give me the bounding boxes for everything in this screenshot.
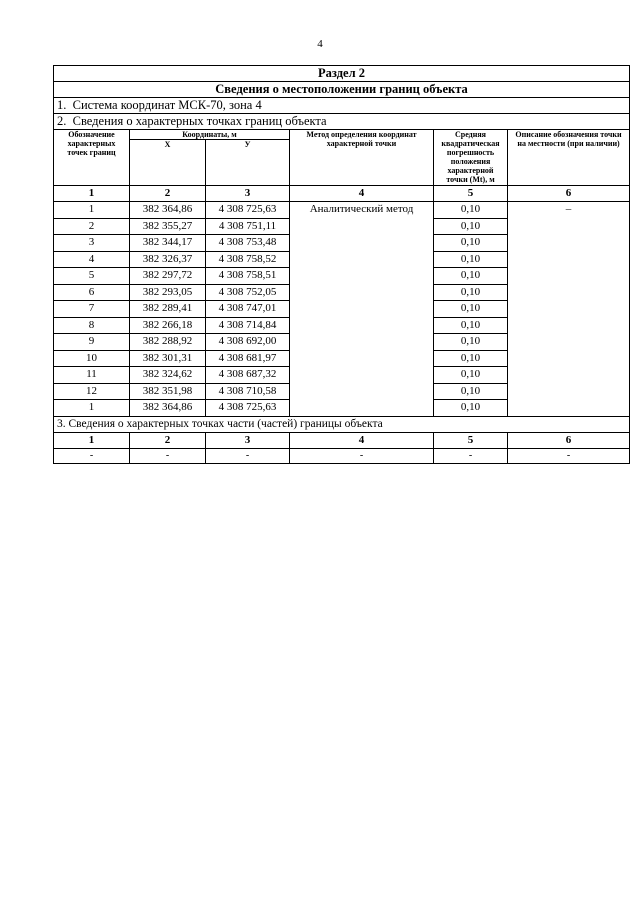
point-y: 4 308 714,84 <box>206 317 290 334</box>
description-cell: – <box>508 202 630 417</box>
header-accuracy: Средняя квадратическая погрешность положения характерной точки (Mt), м <box>434 130 508 186</box>
point-x: 382 326,37 <box>130 251 206 268</box>
point-y: 4 308 687,32 <box>206 367 290 384</box>
boundary-table <box>53 65 630 464</box>
point-x: 382 355,27 <box>130 218 206 235</box>
point-id: 6 <box>54 284 130 301</box>
point-id: 4 <box>54 251 130 268</box>
point-x: 382 351,98 <box>130 383 206 400</box>
point-accuracy: 0,10 <box>434 383 508 400</box>
point-accuracy: 0,10 <box>434 301 508 318</box>
column-number: 5 <box>434 432 508 448</box>
point-accuracy: 0,10 <box>434 218 508 235</box>
point-y: 4 308 725,63 <box>206 202 290 219</box>
point-accuracy: 0,10 <box>434 251 508 268</box>
point-id: 1 <box>54 400 130 417</box>
section-subtitle: Сведения о местоположении границ объекта <box>54 82 630 98</box>
point-id: 8 <box>54 317 130 334</box>
point-accuracy: 0,10 <box>434 400 508 417</box>
point-x: 382 293,05 <box>130 284 206 301</box>
table-row <box>54 202 630 219</box>
empty-cell: - <box>290 448 434 463</box>
header-designation: Обозначение характерных точек границ <box>54 130 130 186</box>
column-number: 3 <box>206 186 290 202</box>
column-number: 4 <box>290 432 434 448</box>
point-id: 5 <box>54 268 130 285</box>
header-method: Метод определения координат характерной точки <box>290 130 434 186</box>
point-accuracy: 0,10 <box>434 202 508 219</box>
point-y: 4 308 681,97 <box>206 350 290 367</box>
list-item-points-info: 2. Сведения о характерных точках границ объекта <box>54 114 630 130</box>
header-y: У <box>206 140 290 186</box>
point-x: 382 297,72 <box>130 268 206 285</box>
point-y: 4 308 752,05 <box>206 284 290 301</box>
point-y: 4 308 725,63 <box>206 400 290 417</box>
point-x: 382 344,17 <box>130 235 206 252</box>
point-id: 2 <box>54 218 130 235</box>
point-y: 4 308 747,01 <box>206 301 290 318</box>
point-accuracy: 0,10 <box>434 284 508 301</box>
column-number: 6 <box>508 432 630 448</box>
point-accuracy: 0,10 <box>434 350 508 367</box>
point-y: 4 308 758,51 <box>206 268 290 285</box>
header-coordinates: Координаты, м <box>130 130 290 140</box>
point-y: 4 308 753,48 <box>206 235 290 252</box>
point-accuracy: 0,10 <box>434 317 508 334</box>
point-y: 4 308 758,52 <box>206 251 290 268</box>
column-number: 3 <box>206 432 290 448</box>
page-number: 4 <box>317 38 323 50</box>
column-number: 2 <box>130 432 206 448</box>
point-accuracy: 0,10 <box>434 367 508 384</box>
empty-cell: - <box>130 448 206 463</box>
point-id: 1 <box>54 202 130 219</box>
method-cell: Аналитический метод <box>290 202 434 417</box>
column-number: 1 <box>54 432 130 448</box>
empty-cell: - <box>54 448 130 463</box>
part3-title: 3. Сведения о характерных точках части (частей) границы объекта <box>54 416 630 432</box>
point-id: 10 <box>54 350 130 367</box>
point-y: 4 308 751,11 <box>206 218 290 235</box>
point-accuracy: 0,10 <box>434 334 508 351</box>
point-x: 382 266,18 <box>130 317 206 334</box>
point-x: 382 364,86 <box>130 400 206 417</box>
column-number: 1 <box>54 186 130 202</box>
point-id: 12 <box>54 383 130 400</box>
column-number: 5 <box>434 186 508 202</box>
point-y: 4 308 710,58 <box>206 383 290 400</box>
point-id: 7 <box>54 301 130 318</box>
header-description: Описание обозначения точки на местности (при наличии) <box>508 130 630 186</box>
point-id: 11 <box>54 367 130 384</box>
section-title: Раздел 2 <box>54 66 630 82</box>
point-x: 382 324,62 <box>130 367 206 384</box>
point-x: 382 364,86 <box>130 202 206 219</box>
point-y: 4 308 692,00 <box>206 334 290 351</box>
point-x: 382 288,92 <box>130 334 206 351</box>
point-accuracy: 0,10 <box>434 235 508 252</box>
column-number: 4 <box>290 186 434 202</box>
empty-cell: - <box>206 448 290 463</box>
point-id: 3 <box>54 235 130 252</box>
column-number: 2 <box>130 186 206 202</box>
point-x: 382 289,41 <box>130 301 206 318</box>
empty-cell: - <box>434 448 508 463</box>
point-accuracy: 0,10 <box>434 268 508 285</box>
point-id: 9 <box>54 334 130 351</box>
list-item-coordinate-system: 1. Система координат МСК-70, зона 4 <box>54 98 630 114</box>
column-number: 6 <box>508 186 630 202</box>
point-x: 382 301,31 <box>130 350 206 367</box>
empty-cell: - <box>508 448 630 463</box>
header-x: X <box>130 140 206 186</box>
